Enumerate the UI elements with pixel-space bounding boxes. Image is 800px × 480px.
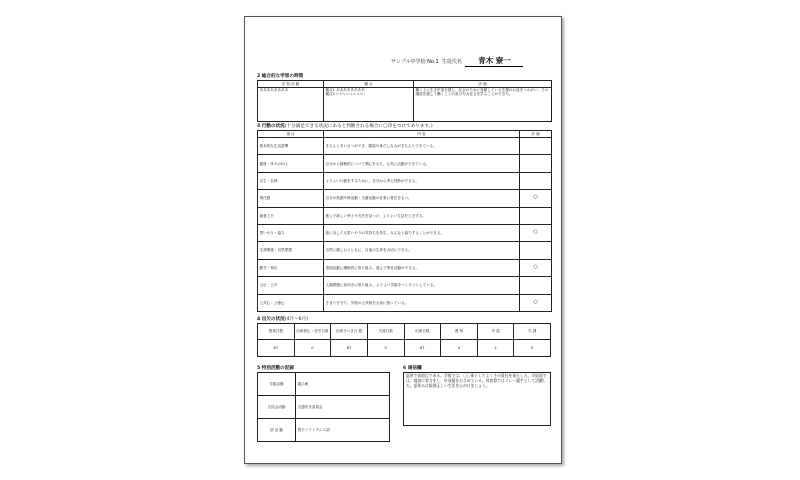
section-integrated-study-title: 2 総合的な学習の時間 <box>257 74 304 79</box>
special-activity-value: 交通安全委員会 <box>296 396 390 419</box>
attendance-value: 5 <box>514 340 551 357</box>
behavior-mark: ○ <box>520 224 552 241</box>
attendance-value: 2 <box>477 340 514 357</box>
col-evaluation: 評 価 <box>414 81 552 88</box>
behavior-mark <box>520 242 552 259</box>
viewpoint-cell <box>324 88 414 122</box>
section-behavior-title <box>257 123 433 129</box>
attendance-header: 欠 課 <box>514 324 551 340</box>
behavior-row <box>258 190 552 207</box>
behavior-content: きちんとあいさつができ、服装や身だしなみがきちんとできている。 <box>324 138 520 155</box>
behavior-mark <box>520 138 552 155</box>
behavior-row <box>258 138 552 155</box>
special-activity-row <box>258 419 390 442</box>
behavior-content: 自分から積極的について関心をもち、元気に活動ができている。 <box>324 155 520 172</box>
attendance-value: 67 <box>258 340 295 357</box>
attendance-title: 4 出欠の状況 <box>257 317 285 322</box>
special-activity-row <box>258 396 390 419</box>
behavior-row <box>258 294 552 311</box>
activity-cell: ああああああああ <box>258 88 324 122</box>
behavior-mark <box>520 207 552 224</box>
behavior-mark <box>520 277 552 294</box>
behavior-content: きまりを守り、学校の公共物を大切に扱っている。 <box>324 294 520 311</box>
student-header <box>391 55 551 67</box>
behavior-table <box>257 130 552 312</box>
special-activity-label: 生徒会活動 <box>258 396 296 419</box>
behavior-item: 思いやり・協力 <box>258 224 324 241</box>
behavior-item: 責任感 <box>258 190 324 207</box>
integrated-study-table <box>257 80 552 122</box>
attendance-value: 0 <box>294 340 331 357</box>
behavior-item: 健康・体力の向上 <box>258 155 324 172</box>
behavior-content: 自分の役割や係活動・当番活動の仕事に責任をもつ。 <box>324 190 520 207</box>
evaluation-cell: 働く上に生き甲斐を感じ、社会のために貢献している先輩のお話をうかがい、その講話を通して働くことの喜びや大変さを学ぶことができた。 <box>414 88 552 122</box>
viewpoint-2: 観点2 いいいいいいいい <box>325 92 365 97</box>
behavior-content: 誰に対しても思いやりの気持ちを持ち、みんなと協力することができる。 <box>324 224 520 241</box>
behavior-item: 創意工夫 <box>258 207 324 224</box>
attendance-header: 授業日数 <box>258 324 295 340</box>
special-activity-label: 学級活動 <box>258 373 296 396</box>
behavior-item: 生命尊重・自然愛護 <box>258 242 324 259</box>
behavior-row <box>258 172 552 189</box>
student-name: 青木 寮一 <box>465 55 523 67</box>
behavior-item: 公正・公平 <box>258 277 324 294</box>
behavior-row <box>258 155 552 172</box>
special-activity-row <box>258 373 390 396</box>
behavior-content: 人権問題に前向きに取り組み、よりよい学級をつくろうとしている。 <box>324 277 520 294</box>
behavior-row <box>258 277 552 294</box>
attendance-subtitle: (4月〜6月) <box>284 317 308 322</box>
behavior-content: 清掃活動に積極的に取り組み、進んで奉仕活動ができる。 <box>324 259 520 276</box>
special-activity-value: 男子ソフトテニス部 <box>296 419 390 442</box>
col-mark: 評 価 <box>520 131 552 138</box>
behavior-mark <box>520 155 552 172</box>
behavior-content: 自然に親しむとともに、自他の生命を大切にできる。 <box>324 242 520 259</box>
behavior-row <box>258 259 552 276</box>
behavior-row <box>258 207 552 224</box>
behavior-item: 自主・自律 <box>258 172 324 189</box>
attendance-table <box>257 323 551 357</box>
attendance-header: 出席日数 <box>404 324 441 340</box>
behavior-row <box>258 224 552 241</box>
behavior-mark <box>520 172 552 189</box>
behavior-content: 進んで新しい考えや方法を見つけ、よりよい生活を工夫する。 <box>324 207 520 224</box>
report-card-page <box>244 16 562 464</box>
col-content: 内 容 <box>324 131 520 138</box>
behavior-mark: ○ <box>520 190 552 207</box>
col-item: 項 目 <box>258 131 324 138</box>
col-activity: 学 習 活 動 <box>258 81 324 88</box>
attendance-header: 遅 刻 <box>441 324 478 340</box>
special-activities-table <box>257 372 390 442</box>
behavior-mark: ○ <box>520 259 552 276</box>
behavior-item: 公共心・公徳心 <box>258 294 324 311</box>
student-name-label: 生徒氏名 <box>441 59 462 65</box>
attendance-value: 0 <box>367 340 404 357</box>
attendance-header: 欠席日数 <box>367 324 404 340</box>
section-comments-title: 6 通信欄 <box>403 366 422 371</box>
behavior-title: 3 行動の状況 <box>257 124 285 129</box>
special-activity-label: 部 活 動 <box>258 419 296 442</box>
section-attendance-title <box>257 316 308 322</box>
attendance-header: 出席すべき日 数 <box>331 324 368 340</box>
school-name: サンプル中学校 No.1 <box>391 59 439 65</box>
viewpoint-1: 観点1 ああああああああ <box>325 88 365 92</box>
behavior-item: 基本的な生活習慣 <box>258 138 324 155</box>
behavior-item: 勤労・奉仕 <box>258 259 324 276</box>
behavior-row <box>258 242 552 259</box>
behavior-mark: ○ <box>520 294 552 311</box>
special-activity-value: 掲示係 <box>296 373 390 396</box>
section-special-activities-title: 5 特別活動の記録 <box>257 366 294 371</box>
behavior-content: よりよい行動をするために、自分から考え判断ができる。 <box>324 172 520 189</box>
attendance-value: 0 <box>441 340 478 357</box>
attendance-header: 出席停止・忌引日数 <box>294 324 331 340</box>
attendance-header: 早 退 <box>477 324 514 340</box>
behavior-subtitle: (十分満足できる状況にあると判断される場合に〇印をつけてあります。) <box>284 124 433 129</box>
col-viewpoint: 観 点 <box>324 81 414 88</box>
comments-box: 温厚で真面目である。学級では、〇〇係としてよくその責任を果たした。学級面では、地道に努力をし、好成績をおさめている。体育祭ではリレー選手として活躍した。夏休みは規則正しい生活を心がけましょう。 <box>403 372 551 426</box>
attendance-value: 67 <box>331 340 368 357</box>
attendance-value: 67 <box>404 340 441 357</box>
